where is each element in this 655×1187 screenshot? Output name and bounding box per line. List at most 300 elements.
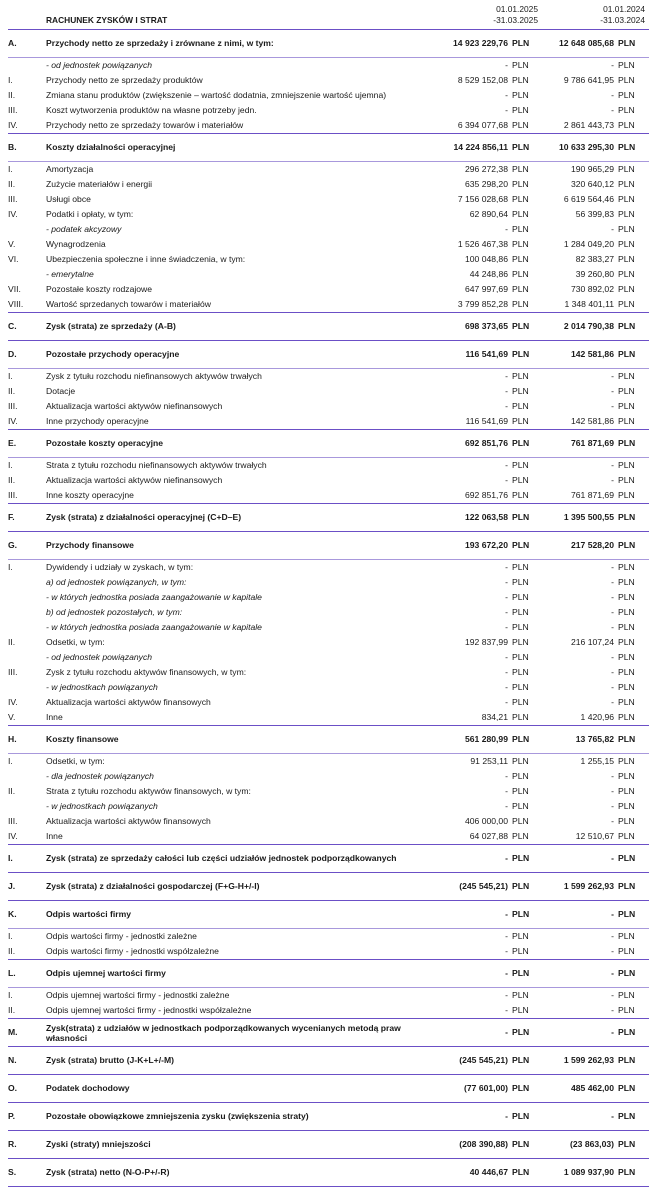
currency-2024: PLN xyxy=(618,816,635,826)
value-2025: - xyxy=(505,1005,508,1015)
table-row xyxy=(8,473,649,488)
row-number: O. xyxy=(8,1075,46,1103)
value-2025: - xyxy=(505,105,508,115)
currency-2025: PLN xyxy=(512,960,542,988)
value-2024: 217 528,20 xyxy=(542,532,618,560)
value-2025: - xyxy=(505,401,508,411)
row-label: - od jednostek powiązanych xyxy=(46,652,153,662)
currency-2025: PLN xyxy=(512,120,529,130)
currency-2024: PLN xyxy=(618,577,635,587)
row-label: Wartość sprzedanych towarów i materiałów xyxy=(46,299,211,309)
value-2024: - xyxy=(611,786,614,796)
section-row xyxy=(8,532,649,560)
currency-2025: PLN xyxy=(512,224,529,234)
section-row xyxy=(8,845,649,873)
currency-2024: PLN xyxy=(618,1159,649,1187)
row-number: II. xyxy=(8,179,16,189)
value-2024: 10 633 295,30 xyxy=(542,134,618,162)
currency-2025: PLN xyxy=(512,1103,542,1131)
currency-2024: PLN xyxy=(618,1103,649,1131)
value-2025: (245 545,21) xyxy=(444,1047,512,1075)
table-row xyxy=(8,680,649,695)
row-number xyxy=(8,650,46,665)
value-2024: 1 089 937,90 xyxy=(542,1159,618,1187)
currency-2025: PLN xyxy=(512,592,529,602)
row-label: Aktualizacja wartości aktywów niefinansowych xyxy=(46,475,223,485)
section-row xyxy=(8,1131,649,1159)
table-row xyxy=(8,944,649,960)
row-number: I. xyxy=(8,929,46,945)
value-2024: 142 581,86 xyxy=(542,341,618,369)
row-number: IV. xyxy=(8,120,18,130)
currency-2025: PLN xyxy=(512,430,542,458)
table-row xyxy=(8,1003,649,1019)
value-2025: - xyxy=(444,1019,512,1047)
row-number: II. xyxy=(8,386,16,396)
row-label: Podatek dochodowy xyxy=(46,1075,444,1103)
value-2025: 698 373,65 xyxy=(444,313,512,341)
row-label: a) od jednostek powiązanych, w tym: xyxy=(46,577,187,587)
value-2025: - xyxy=(505,622,508,632)
value-2024: 13 765,82 xyxy=(542,726,618,754)
row-label: Zyski (straty) mniejszości xyxy=(46,1131,444,1159)
value-2024: - xyxy=(542,929,618,945)
value-2024: 12 648 085,68 xyxy=(542,30,618,58)
currency-2024: PLN xyxy=(618,341,649,369)
currency-2024: PLN xyxy=(618,162,649,178)
row-label: Amortyzacja xyxy=(46,162,444,178)
value-2024: - xyxy=(611,682,614,692)
value-2025: - xyxy=(505,224,508,234)
value-2024: - xyxy=(611,652,614,662)
currency-2024: PLN xyxy=(618,667,635,677)
currency-2025: PLN xyxy=(512,341,542,369)
row-label: Odpis wartości firmy - jednostki współzależne xyxy=(46,946,219,956)
currency-2025: PLN xyxy=(512,254,529,264)
value-2025: - xyxy=(505,386,508,396)
row-label: Odpis ujemnej wartości firmy - jednostki zależne xyxy=(46,988,444,1004)
currency-2025: PLN xyxy=(512,134,542,162)
currency-2024: PLN xyxy=(618,239,635,249)
currency-2024: PLN xyxy=(618,224,635,234)
row-label: Odpis wartości firmy xyxy=(46,901,444,929)
currency-2025: PLN xyxy=(512,458,542,474)
table-row xyxy=(8,988,649,1004)
row-number xyxy=(8,769,46,784)
row-label: Koszt wytworzenia produktów na własne potrzeby jedn. xyxy=(46,105,257,115)
row-number: I. xyxy=(8,560,46,576)
currency-2025: PLN xyxy=(512,1047,542,1075)
table-row xyxy=(8,635,649,650)
value-2024: 1 420,96 xyxy=(580,712,614,722)
table-row xyxy=(8,710,649,726)
value-2025: 8 529 152,08 xyxy=(457,75,508,85)
currency-2024: PLN xyxy=(618,873,649,901)
row-label: - w jednostkach powiązanych xyxy=(46,682,158,692)
value-2024: 39 260,80 xyxy=(575,269,614,279)
row-number: VII. xyxy=(8,284,21,294)
currency-2025: PLN xyxy=(512,532,542,560)
row-number: L. xyxy=(8,960,46,988)
table-row xyxy=(8,929,649,945)
currency-2025: PLN xyxy=(512,652,529,662)
value-2024: - xyxy=(611,622,614,632)
currency-2024: PLN xyxy=(618,179,635,189)
row-number: II. xyxy=(8,475,16,485)
row-number: I. xyxy=(8,369,46,385)
value-2025: (208 390,88) xyxy=(444,1131,512,1159)
currency-2025: PLN xyxy=(512,1131,542,1159)
value-2024: - xyxy=(611,946,614,956)
row-label: Odsetki, w tym: xyxy=(46,754,444,770)
value-2024: - xyxy=(542,58,618,74)
value-2025: - xyxy=(444,1103,512,1131)
value-2025: 1 526 467,38 xyxy=(457,239,508,249)
row-number: H. xyxy=(8,726,46,754)
table-row xyxy=(8,369,649,385)
row-label: Zysk (strata) ze sprzedaży całości lub części udziałów jednostek podporządkowanych xyxy=(46,845,444,873)
currency-2025: PLN xyxy=(512,607,529,617)
table-row xyxy=(8,58,649,74)
value-2025: - xyxy=(444,58,512,74)
row-label: Inne przychody operacyjne xyxy=(46,416,149,426)
value-2024: 761 871,69 xyxy=(570,490,614,500)
row-label: Wynagrodzenia xyxy=(46,239,106,249)
currency-2024: PLN xyxy=(618,194,635,204)
currency-2024: PLN xyxy=(618,30,649,58)
table-header xyxy=(8,4,649,30)
row-number: D. xyxy=(8,341,46,369)
table-row xyxy=(8,252,649,267)
row-number: III. xyxy=(8,667,18,677)
row-number: P. xyxy=(8,1103,46,1131)
value-2024: 142 581,86 xyxy=(570,416,614,426)
value-2024: 190 965,29 xyxy=(542,162,618,178)
table-row xyxy=(8,458,649,474)
currency-2025: PLN xyxy=(512,416,529,426)
row-label: b) od jednostek pozostałych, w tym: xyxy=(46,607,183,617)
value-2025: 14 923 229,76 xyxy=(444,30,512,58)
currency-2024: PLN xyxy=(618,475,635,485)
currency-2025: PLN xyxy=(512,162,542,178)
currency-2025: PLN xyxy=(512,637,529,647)
currency-2025: PLN xyxy=(512,929,542,945)
value-2024: - xyxy=(611,90,614,100)
currency-2024: PLN xyxy=(618,592,635,602)
table-row xyxy=(8,620,649,635)
row-number: V. xyxy=(8,239,16,249)
currency-2025: PLN xyxy=(512,901,542,929)
row-label: - dla jednostek powiązanych xyxy=(46,771,154,781)
row-number: III. xyxy=(8,816,18,826)
row-label: Pozostałe koszty rodzajowe xyxy=(46,284,153,294)
table-row xyxy=(8,829,649,845)
currency-2025: PLN xyxy=(512,946,529,956)
value-2025: 122 063,58 xyxy=(444,504,512,532)
value-2025: - xyxy=(505,682,508,692)
currency-2024: PLN xyxy=(618,712,635,722)
row-number xyxy=(8,222,46,237)
row-number: I. xyxy=(8,162,46,178)
currency-2025: PLN xyxy=(512,386,529,396)
row-label: Ubezpieczenia społeczne i inne świadczenia, w tym: xyxy=(46,254,246,264)
value-2024: 82 383,27 xyxy=(575,254,614,264)
row-label: - w jednostkach powiązanych xyxy=(46,801,158,811)
value-2025: 7 156 028,68 xyxy=(457,194,508,204)
value-2024: - xyxy=(611,577,614,587)
value-2024: - xyxy=(542,845,618,873)
table-row xyxy=(8,814,649,829)
currency-2025: PLN xyxy=(512,726,542,754)
currency-2024: PLN xyxy=(618,1005,635,1015)
table-row xyxy=(8,695,649,710)
period-2025-header xyxy=(444,4,542,30)
value-2025: - xyxy=(444,458,512,474)
row-number: J. xyxy=(8,873,46,901)
section-row xyxy=(8,1159,649,1187)
value-2024: 56 399,83 xyxy=(575,209,614,219)
currency-2025: PLN xyxy=(512,209,529,219)
currency-2024: PLN xyxy=(618,90,635,100)
currency-2024: PLN xyxy=(618,75,635,85)
currency-2025: PLN xyxy=(512,816,529,826)
value-2025: (245 545,21) xyxy=(444,873,512,901)
value-2024: 1 348 401,11 xyxy=(564,299,614,309)
value-2024: - xyxy=(611,771,614,781)
currency-2025: PLN xyxy=(512,771,529,781)
row-label: Zmiana stanu produktów (zwiększenie – wartość dodatnia, zmniejszenie wartość ujemna) xyxy=(46,90,387,100)
currency-2024: PLN xyxy=(618,58,649,74)
value-2025: - xyxy=(505,786,508,796)
value-2024: 730 892,02 xyxy=(570,284,614,294)
value-2024: - xyxy=(542,988,618,1004)
currency-2025: PLN xyxy=(512,105,529,115)
row-label: Aktualizacja wartości aktywów niefinansowych xyxy=(46,401,223,411)
row-number: N. xyxy=(8,1047,46,1075)
currency-2024: PLN xyxy=(618,1075,649,1103)
currency-2024: PLN xyxy=(618,1047,649,1075)
currency-2025: PLN xyxy=(512,801,529,811)
value-2024: - xyxy=(542,369,618,385)
value-2025: 692 851,76 xyxy=(444,430,512,458)
row-number: I. xyxy=(8,845,46,873)
table-row xyxy=(8,162,649,178)
row-label: Przychody netto ze sprzedaży towarów i materiałów xyxy=(46,120,244,130)
currency-2025: PLN xyxy=(512,369,542,385)
currency-2025: PLN xyxy=(512,30,542,58)
currency-2024: PLN xyxy=(618,960,649,988)
value-2025: 40 446,67 xyxy=(444,1159,512,1187)
currency-2024: PLN xyxy=(618,607,635,617)
row-label: Koszty działalności operacyjnej xyxy=(46,134,444,162)
row-number: K. xyxy=(8,901,46,929)
currency-2025: PLN xyxy=(512,401,529,411)
table-row xyxy=(8,590,649,605)
currency-2025: PLN xyxy=(512,845,542,873)
currency-2025: PLN xyxy=(512,988,542,1004)
value-2025: 3 799 852,28 xyxy=(457,299,508,309)
row-number: I. xyxy=(8,754,46,770)
value-2025: - xyxy=(505,697,508,707)
currency-2024: PLN xyxy=(618,901,649,929)
currency-2024: PLN xyxy=(618,504,649,532)
value-2024: - xyxy=(542,458,618,474)
row-number: C. xyxy=(8,313,46,341)
table-row xyxy=(8,769,649,784)
currency-2025: PLN xyxy=(512,1019,542,1047)
currency-2024: PLN xyxy=(618,458,649,474)
row-number: V. xyxy=(8,712,16,722)
section-row xyxy=(8,1019,649,1047)
currency-2024: PLN xyxy=(618,1019,649,1047)
currency-2025: PLN xyxy=(512,560,542,576)
row-label: Podatki i opłaty, w tym: xyxy=(46,209,134,219)
value-2025: 64 027,88 xyxy=(469,831,508,841)
row-number xyxy=(8,620,46,635)
value-2025: 561 280,99 xyxy=(444,726,512,754)
currency-2024: PLN xyxy=(618,988,649,1004)
currency-2024: PLN xyxy=(618,831,635,841)
row-label: Inne xyxy=(46,831,63,841)
row-number: III. xyxy=(8,194,18,204)
currency-2024: PLN xyxy=(618,416,635,426)
section-row xyxy=(8,313,649,341)
table-row xyxy=(8,560,649,576)
value-2025: - xyxy=(505,667,508,677)
value-2024: - xyxy=(611,816,614,826)
value-2024: - xyxy=(611,386,614,396)
currency-2024: PLN xyxy=(618,401,635,411)
currency-2024: PLN xyxy=(618,532,649,560)
section-row xyxy=(8,1075,649,1103)
currency-2025: PLN xyxy=(512,299,529,309)
row-label: Pozostałe koszty operacyjne xyxy=(46,430,444,458)
row-label: Dywidendy i udziały w zyskach, w tym: xyxy=(46,560,444,576)
row-label: Strata z tytułu rozchodu aktywów finansowych, w tym: xyxy=(46,786,251,796)
row-number: R. xyxy=(8,1131,46,1159)
currency-2025: PLN xyxy=(512,504,542,532)
value-2025: 635 298,20 xyxy=(464,179,508,189)
currency-2025: PLN xyxy=(512,90,529,100)
currency-2025: PLN xyxy=(512,667,529,677)
value-2025: - xyxy=(444,988,512,1004)
value-2025: - xyxy=(444,960,512,988)
table-row xyxy=(8,267,649,282)
row-number: IV. xyxy=(8,831,18,841)
value-2024: - xyxy=(611,801,614,811)
row-number: II. xyxy=(8,637,16,647)
currency-2024: PLN xyxy=(618,652,635,662)
currency-2024: PLN xyxy=(618,637,635,647)
row-label: - w których jednostka posiada zaangażowanie w kapitale xyxy=(46,592,262,602)
value-2024: 320 640,12 xyxy=(570,179,614,189)
row-number: F. xyxy=(8,504,46,532)
value-2024: - xyxy=(542,560,618,576)
value-2025: - xyxy=(444,929,512,945)
row-number: VIII. xyxy=(8,299,24,309)
table-row xyxy=(8,414,649,430)
value-2025: - xyxy=(505,652,508,662)
value-2025: 91 253,11 xyxy=(444,754,512,770)
row-label: Zysk (strata) netto (N-O-P+/-R) xyxy=(46,1159,444,1187)
section-row xyxy=(8,1047,649,1075)
currency-2024: PLN xyxy=(618,682,635,692)
currency-2024: PLN xyxy=(618,754,649,770)
row-number: M. xyxy=(8,1019,46,1047)
row-label: Odpis ujemnej wartości firmy - jednostki współzależne xyxy=(46,1005,252,1015)
row-label: Zysk(strata) z udziałów w jednostkach podporządkowanych wycenianych metodą praw własności xyxy=(46,1019,444,1047)
value-2025: - xyxy=(505,771,508,781)
value-2025: - xyxy=(444,901,512,929)
row-number xyxy=(8,680,46,695)
value-2025: 193 672,20 xyxy=(444,532,512,560)
row-label: - od jednostek powiązanych xyxy=(46,58,444,74)
value-2024: - xyxy=(611,1005,614,1015)
currency-2025: PLN xyxy=(512,873,542,901)
row-label: Aktualizacja wartości aktywów finansowych xyxy=(46,697,211,707)
value-2024: - xyxy=(611,224,614,234)
row-number xyxy=(8,58,46,74)
table-row xyxy=(8,103,649,118)
value-2025: (77 601,00) xyxy=(444,1075,512,1103)
row-number: S. xyxy=(8,1159,46,1187)
value-2024: 9 786 641,95 xyxy=(563,75,614,85)
currency-2024: PLN xyxy=(618,845,649,873)
row-number: III. xyxy=(8,490,18,500)
value-2025: - xyxy=(505,577,508,587)
section-row xyxy=(8,134,649,162)
value-2024: - xyxy=(611,401,614,411)
row-number: II. xyxy=(8,1005,16,1015)
value-2025: 192 837,99 xyxy=(464,637,508,647)
row-number: III. xyxy=(8,401,18,411)
row-number xyxy=(8,799,46,814)
currency-2024: PLN xyxy=(618,929,649,945)
statement-rows xyxy=(8,30,649,1187)
row-label: Dotacje xyxy=(46,386,76,396)
currency-2025: PLN xyxy=(512,194,529,204)
currency-2024: PLN xyxy=(618,430,649,458)
period-2024-header xyxy=(542,4,649,30)
value-2024: 6 619 564,46 xyxy=(563,194,614,204)
value-2024: 1 255,15 xyxy=(542,754,618,770)
currency-2024: PLN xyxy=(618,284,635,294)
value-2025: 406 000,00 xyxy=(464,816,508,826)
value-2024: 1 599 262,93 xyxy=(542,873,618,901)
row-number: I. xyxy=(8,75,13,85)
section-row xyxy=(8,1103,649,1131)
currency-2024: PLN xyxy=(618,254,635,264)
table-row xyxy=(8,207,649,222)
row-label: Zysk (strata) brutto (J-K+L+/-M) xyxy=(46,1047,444,1075)
row-number: VI. xyxy=(8,254,19,264)
value-2025: - xyxy=(444,845,512,873)
table-row xyxy=(8,799,649,814)
currency-2025: PLN xyxy=(512,786,529,796)
table-row xyxy=(8,384,649,399)
period-2024-start: 01.01.2024 xyxy=(603,4,645,14)
table-row xyxy=(8,73,649,88)
currency-2024: PLN xyxy=(618,622,635,632)
table-row xyxy=(8,177,649,192)
value-2025: - xyxy=(505,801,508,811)
row-label: Przychody netto ze sprzedaży i zrównane z nimi, w tym: xyxy=(46,30,444,58)
currency-2025: PLN xyxy=(512,622,529,632)
period-2025-start: 01.01.2025 xyxy=(496,4,538,14)
value-2024: - xyxy=(611,105,614,115)
value-2024: 12 510,67 xyxy=(575,831,614,841)
row-number: III. xyxy=(8,105,18,115)
